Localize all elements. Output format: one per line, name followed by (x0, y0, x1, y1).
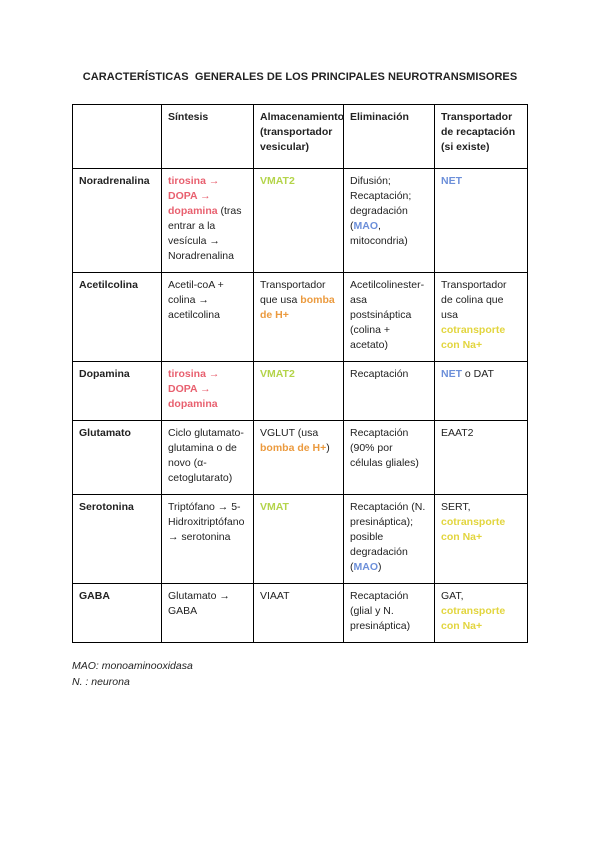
cell-recaptacion: EAAT2 (435, 421, 528, 495)
table-row (73, 495, 528, 584)
cell-sintesis: Ciclo glutamato-glutamina o de novo (α-cetoglutarato) (162, 421, 254, 495)
cell-eliminacion: Recaptación (N. presináptica); posible degradación (MAO) (344, 495, 435, 584)
cell-recaptacion: SERT, cotransporte con Na+ (435, 495, 528, 584)
cell-almacenamiento: VGLUT (usa bomba de H+) (254, 421, 344, 495)
cell-almacenamiento: VMAT2 (254, 362, 344, 421)
row-label: Noradrenalina (73, 169, 162, 273)
cell-eliminacion: Difusión; Recaptación; degradación (MAO, mitocondria) (344, 169, 435, 273)
cell-eliminacion: Recaptación (90% por células gliales) (344, 421, 435, 495)
table-row (73, 169, 528, 273)
footnotes (72, 658, 193, 690)
header-empty (73, 105, 162, 169)
cell-recaptacion: NET o DAT (435, 362, 528, 421)
header-almacenamiento: Almacenamiento (transportador vesicular) (254, 105, 344, 169)
header-row (73, 105, 528, 169)
neurotransmitter-table (72, 104, 528, 643)
footnote-neurona: N. : neurona (72, 676, 130, 688)
cell-eliminacion: Recaptación (344, 362, 435, 421)
table-row (73, 362, 528, 421)
cell-almacenamiento: Transportador que usa bomba de H+ (254, 273, 344, 362)
cell-recaptacion: GAT, cotransporte con Na+ (435, 584, 528, 643)
cell-recaptacion: Transportador de colina que usa cotransporte con Na+ (435, 273, 528, 362)
cell-recaptacion: NET (435, 169, 528, 273)
header-eliminacion: Eliminación (344, 105, 435, 169)
cell-almacenamiento: VIAAT (254, 584, 344, 643)
table-row (73, 421, 528, 495)
row-label: Serotonina (73, 495, 162, 584)
cell-sintesis: Acetil-coA + colina → acetilcolina (162, 273, 254, 362)
cell-sintesis: tirosina → DOPA → dopamina (162, 362, 254, 421)
cell-almacenamiento: VMAT (254, 495, 344, 584)
header-recaptacion: Transportador de recaptación (si existe) (435, 105, 528, 169)
cell-sintesis: Glutamato → GABA (162, 584, 254, 643)
header-sintesis: Síntesis (162, 105, 254, 169)
cell-sintesis: Triptófano → 5-Hidroxitriptófano → serotonina (162, 495, 254, 584)
table-row (73, 584, 528, 643)
footnote-mao: MAO: monoaminooxidasa (72, 660, 193, 672)
page-title: CARACTERÍSTICAS GENERALES DE LOS PRINCIPALES NEUROTRANSMISORES (82, 71, 518, 83)
row-label: Glutamato (73, 421, 162, 495)
cell-eliminacion: Acetilcolinester-asa postsináptica (colina + acetato) (344, 273, 435, 362)
cell-sintesis: tirosina → DOPA → dopamina (tras entrar a la vesícula → Noradrenalina (162, 169, 254, 273)
row-label: Dopamina (73, 362, 162, 421)
row-label: Acetilcolina (73, 273, 162, 362)
row-label: GABA (73, 584, 162, 643)
cell-almacenamiento: VMAT2 (254, 169, 344, 273)
table-row (73, 273, 528, 362)
cell-eliminacion: Recaptación (glial y N. presináptica) (344, 584, 435, 643)
